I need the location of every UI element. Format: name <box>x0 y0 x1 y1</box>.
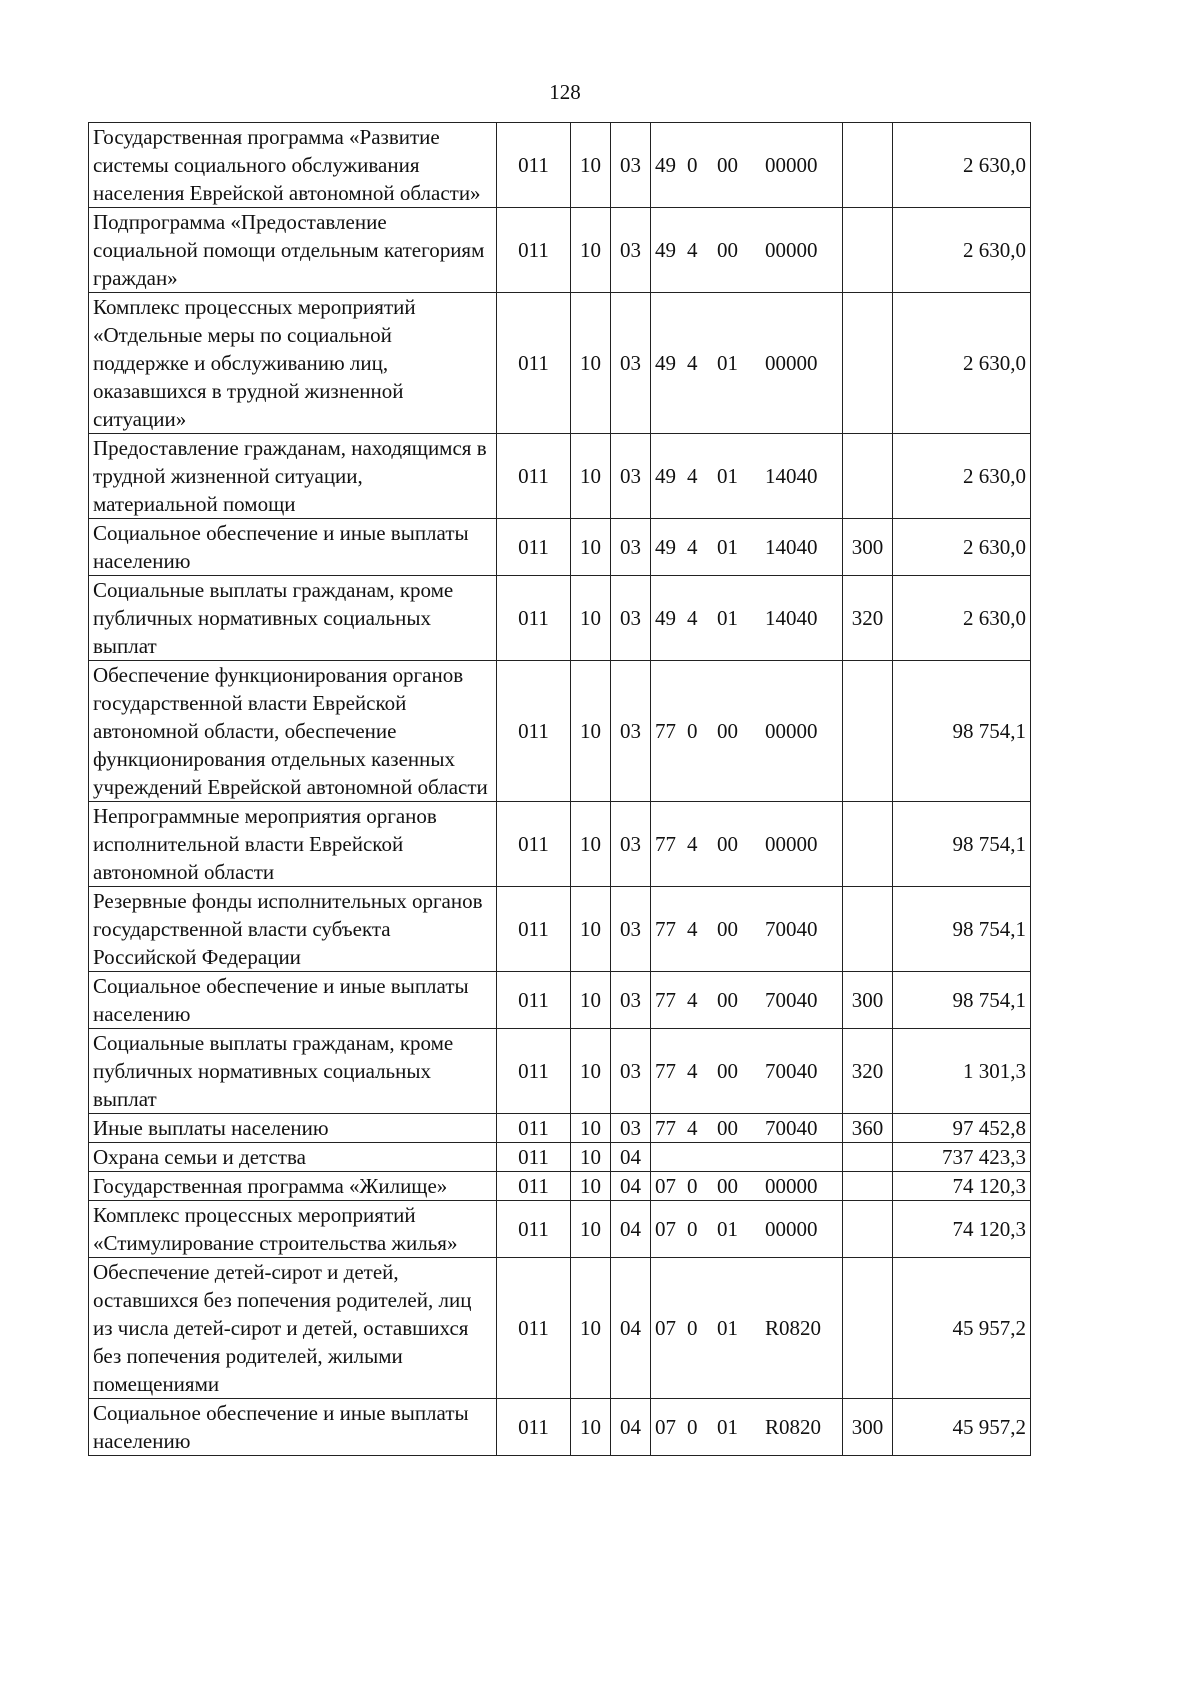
table-row <box>89 1399 1031 1456</box>
target-article-part: 00000 <box>765 1174 818 1198</box>
target-article-part: 01 <box>717 1316 738 1340</box>
expense-type-code: 300 <box>843 519 893 576</box>
target-article-part: 07 <box>655 1316 676 1340</box>
row-name: Социальное обеспечение и иные выплаты населению <box>89 972 497 1029</box>
target-article-code <box>651 1143 843 1172</box>
target-article-code <box>651 519 843 576</box>
target-article-part: 00000 <box>765 719 818 743</box>
subsection-code: 03 <box>611 208 651 293</box>
target-article-part: 77 <box>655 1116 676 1140</box>
row-name: Комплекс процессных мероприятий «Отдельные меры по социальной поддержке и обслуживанию лиц, оказавшихся в трудной жизненной ситуации» <box>89 293 497 434</box>
target-article-part: 07 <box>655 1174 676 1198</box>
section-code: 10 <box>571 1114 611 1143</box>
target-article-part: 77 <box>655 988 676 1012</box>
target-article-code <box>651 1399 843 1456</box>
amount: 98 754,1 <box>893 887 1031 972</box>
subsection-code: 03 <box>611 123 651 208</box>
section-code: 10 <box>571 293 611 434</box>
target-article-part: 70040 <box>765 1116 818 1140</box>
section-code: 10 <box>571 1143 611 1172</box>
row-name: Комплекс процессных мероприятий «Стимулирование строительства жилья» <box>89 1201 497 1258</box>
section-code: 10 <box>571 661 611 802</box>
target-article-part: 77 <box>655 1059 676 1083</box>
ministry-code: 011 <box>497 802 571 887</box>
amount: 74 120,3 <box>893 1172 1031 1201</box>
target-article-part: 49 <box>655 238 676 262</box>
amount: 2 630,0 <box>893 293 1031 434</box>
subsection-code: 04 <box>611 1399 651 1456</box>
section-code: 10 <box>571 434 611 519</box>
target-article-code <box>651 1029 843 1114</box>
target-article-part: 4 <box>687 535 698 559</box>
target-article-part: 4 <box>687 606 698 630</box>
table-row <box>89 293 1031 434</box>
ministry-code: 011 <box>497 1114 571 1143</box>
ministry-code: 011 <box>497 887 571 972</box>
target-article-part: 77 <box>655 832 676 856</box>
subsection-code: 03 <box>611 802 651 887</box>
amount: 2 630,0 <box>893 434 1031 519</box>
target-article-code <box>651 1258 843 1399</box>
section-code: 10 <box>571 208 611 293</box>
expense-type-code: 320 <box>843 1029 893 1114</box>
table-row <box>89 1201 1031 1258</box>
ministry-code: 011 <box>497 576 571 661</box>
subsection-code: 03 <box>611 972 651 1029</box>
target-article-part: 00 <box>717 719 738 743</box>
section-code: 10 <box>571 887 611 972</box>
expense-type-code <box>843 1143 893 1172</box>
section-code: 10 <box>571 519 611 576</box>
target-article-part: 49 <box>655 606 676 630</box>
table-row <box>89 661 1031 802</box>
ministry-code: 011 <box>497 293 571 434</box>
table-row <box>89 887 1031 972</box>
section-code: 10 <box>571 576 611 661</box>
ministry-code: 011 <box>497 1258 571 1399</box>
row-name: Социальное обеспечение и иные выплаты населению <box>89 519 497 576</box>
target-article-part: 14040 <box>765 535 818 559</box>
table-row <box>89 1172 1031 1201</box>
target-article-part: 49 <box>655 464 676 488</box>
budget-table <box>88 122 1031 1456</box>
amount: 45 957,2 <box>893 1399 1031 1456</box>
target-article-part: 4 <box>687 464 698 488</box>
table-row <box>89 1258 1031 1399</box>
budget-table-body <box>89 123 1031 1456</box>
target-article-part: 00 <box>717 238 738 262</box>
row-name: Охрана семьи и детства <box>89 1143 497 1172</box>
target-article-code <box>651 1114 843 1143</box>
target-article-code <box>651 802 843 887</box>
target-article-part: 0 <box>687 719 698 743</box>
target-article-part: 77 <box>655 917 676 941</box>
expense-type-code <box>843 434 893 519</box>
ministry-code: 011 <box>497 1399 571 1456</box>
row-name: Иные выплаты населению <box>89 1114 497 1143</box>
target-article-part: 70040 <box>765 1059 818 1083</box>
subsection-code: 04 <box>611 1143 651 1172</box>
expense-type-code <box>843 123 893 208</box>
row-name: Резервные фонды исполнительных органов государственной власти субъекта Российской Федерации <box>89 887 497 972</box>
target-article-part: 0 <box>687 1217 698 1241</box>
ministry-code: 011 <box>497 519 571 576</box>
table-row <box>89 576 1031 661</box>
target-article-part: 49 <box>655 535 676 559</box>
target-article-part: 00 <box>717 988 738 1012</box>
target-article-part: 14040 <box>765 606 818 630</box>
section-code: 10 <box>571 972 611 1029</box>
section-code: 10 <box>571 1258 611 1399</box>
target-article-part: 00 <box>717 917 738 941</box>
target-article-part: 07 <box>655 1415 676 1439</box>
ministry-code: 011 <box>497 208 571 293</box>
ministry-code: 011 <box>497 1172 571 1201</box>
target-article-part: 0 <box>687 1174 698 1198</box>
target-article-part: 49 <box>655 351 676 375</box>
target-article-part: 0 <box>687 1316 698 1340</box>
subsection-code: 03 <box>611 434 651 519</box>
section-code: 10 <box>571 1029 611 1114</box>
amount: 2 630,0 <box>893 208 1031 293</box>
table-row <box>89 1143 1031 1172</box>
target-article-part: 4 <box>687 832 698 856</box>
amount: 97 452,8 <box>893 1114 1031 1143</box>
target-article-part: 49 <box>655 153 676 177</box>
table-row <box>89 519 1031 576</box>
expense-type-code <box>843 802 893 887</box>
table-row <box>89 802 1031 887</box>
subsection-code: 03 <box>611 661 651 802</box>
subsection-code: 03 <box>611 1114 651 1143</box>
target-article-part: 00 <box>717 1059 738 1083</box>
amount: 2 630,0 <box>893 519 1031 576</box>
amount: 737 423,3 <box>893 1143 1031 1172</box>
target-article-part: 07 <box>655 1217 676 1241</box>
target-article-part: 70040 <box>765 917 818 941</box>
target-article-part: 4 <box>687 917 698 941</box>
target-article-part: 77 <box>655 719 676 743</box>
table-row <box>89 208 1031 293</box>
ministry-code: 011 <box>497 1201 571 1258</box>
section-code: 10 <box>571 123 611 208</box>
amount: 98 754,1 <box>893 972 1031 1029</box>
target-article-part: 00 <box>717 832 738 856</box>
target-article-part: 01 <box>717 606 738 630</box>
section-code: 10 <box>571 802 611 887</box>
target-article-part: 00000 <box>765 351 818 375</box>
expense-type-code: 320 <box>843 576 893 661</box>
section-code: 10 <box>571 1172 611 1201</box>
ministry-code: 011 <box>497 1143 571 1172</box>
ministry-code: 011 <box>497 1029 571 1114</box>
target-article-part: 4 <box>687 351 698 375</box>
target-article-code <box>651 1172 843 1201</box>
target-article-code <box>651 123 843 208</box>
row-name: Предоставление гражданам, находящимся в трудной жизненной ситуации, материальной помощи <box>89 434 497 519</box>
expense-type-code: 360 <box>843 1114 893 1143</box>
amount: 98 754,1 <box>893 802 1031 887</box>
row-name: Обеспечение функционирования органов государственной власти Еврейской автономной области, обеспечение функционирования отдельных казенных учреждений Еврейской автономной области <box>89 661 497 802</box>
amount: 98 754,1 <box>893 661 1031 802</box>
subsection-code: 03 <box>611 887 651 972</box>
amount: 2 630,0 <box>893 123 1031 208</box>
row-name: Государственная программа «Жилище» <box>89 1172 497 1201</box>
target-article-code <box>651 887 843 972</box>
ministry-code: 011 <box>497 434 571 519</box>
target-article-part: 00 <box>717 1174 738 1198</box>
row-name: Обеспечение детей-сирот и детей, оставшихся без попечения родителей, лиц из числа детей-сирот и детей, оставшихся без попечения родителей, жилыми помещениями <box>89 1258 497 1399</box>
target-article-part: 00000 <box>765 153 818 177</box>
ministry-code: 011 <box>497 972 571 1029</box>
row-name: Непрограммные мероприятия органов исполнительной власти Еврейской автономной области <box>89 802 497 887</box>
subsection-code: 03 <box>611 576 651 661</box>
section-code: 10 <box>571 1201 611 1258</box>
section-code: 10 <box>571 1399 611 1456</box>
target-article-code <box>651 661 843 802</box>
target-article-part: 4 <box>687 1116 698 1140</box>
subsection-code: 03 <box>611 293 651 434</box>
target-article-part: 0 <box>687 153 698 177</box>
target-article-code <box>651 293 843 434</box>
amount: 45 957,2 <box>893 1258 1031 1399</box>
expense-type-code <box>843 1201 893 1258</box>
target-article-part: 00000 <box>765 1217 818 1241</box>
subsection-code: 03 <box>611 519 651 576</box>
target-article-part: R0820 <box>765 1415 822 1439</box>
table-row <box>89 972 1031 1029</box>
target-article-part: 00000 <box>765 832 818 856</box>
amount: 1 301,3 <box>893 1029 1031 1114</box>
target-article-part: 14040 <box>765 464 818 488</box>
expense-type-code <box>843 1172 893 1201</box>
page-number: 128 <box>549 80 581 104</box>
target-article-code <box>651 1201 843 1258</box>
subsection-code: 04 <box>611 1172 651 1201</box>
target-article-part: 00000 <box>765 238 818 262</box>
target-article-part: 70040 <box>765 988 818 1012</box>
expense-type-code <box>843 887 893 972</box>
subsection-code: 03 <box>611 1029 651 1114</box>
target-article-part: 01 <box>717 464 738 488</box>
target-article-code <box>651 972 843 1029</box>
target-article-part: R0820 <box>765 1316 822 1340</box>
target-article-code <box>651 208 843 293</box>
target-article-part: 01 <box>717 1415 738 1439</box>
ministry-code: 011 <box>497 123 571 208</box>
target-article-part: 01 <box>717 1217 738 1241</box>
target-article-part: 01 <box>717 535 738 559</box>
target-article-part: 00 <box>717 153 738 177</box>
row-name: Государственная программа «Развитие системы социального обслуживания населения Еврейской автономной области» <box>89 123 497 208</box>
target-article-part: 01 <box>717 351 738 375</box>
expense-type-code <box>843 1258 893 1399</box>
target-article-code <box>651 434 843 519</box>
expense-type-code <box>843 293 893 434</box>
table-row <box>89 123 1031 208</box>
subsection-code: 04 <box>611 1258 651 1399</box>
amount: 74 120,3 <box>893 1201 1031 1258</box>
subsection-code: 04 <box>611 1201 651 1258</box>
row-name: Социальные выплаты гражданам, кроме публичных нормативных социальных выплат <box>89 1029 497 1114</box>
expense-type-code: 300 <box>843 972 893 1029</box>
target-article-part: 4 <box>687 988 698 1012</box>
target-article-part: 4 <box>687 1059 698 1083</box>
row-name: Социальные выплаты гражданам, кроме публичных нормативных социальных выплат <box>89 576 497 661</box>
expense-type-code <box>843 208 893 293</box>
target-article-part: 00 <box>717 1116 738 1140</box>
row-name: Подпрограмма «Предоставление социальной помощи отдельным категориям граждан» <box>89 208 497 293</box>
table-row <box>89 1114 1031 1143</box>
expense-type-code: 300 <box>843 1399 893 1456</box>
target-article-code <box>651 576 843 661</box>
expense-type-code <box>843 661 893 802</box>
ministry-code: 011 <box>497 661 571 802</box>
row-name: Социальное обеспечение и иные выплаты населению <box>89 1399 497 1456</box>
table-row <box>89 434 1031 519</box>
target-article-part: 4 <box>687 238 698 262</box>
amount: 2 630,0 <box>893 576 1031 661</box>
table-row <box>89 1029 1031 1114</box>
target-article-part: 0 <box>687 1415 698 1439</box>
